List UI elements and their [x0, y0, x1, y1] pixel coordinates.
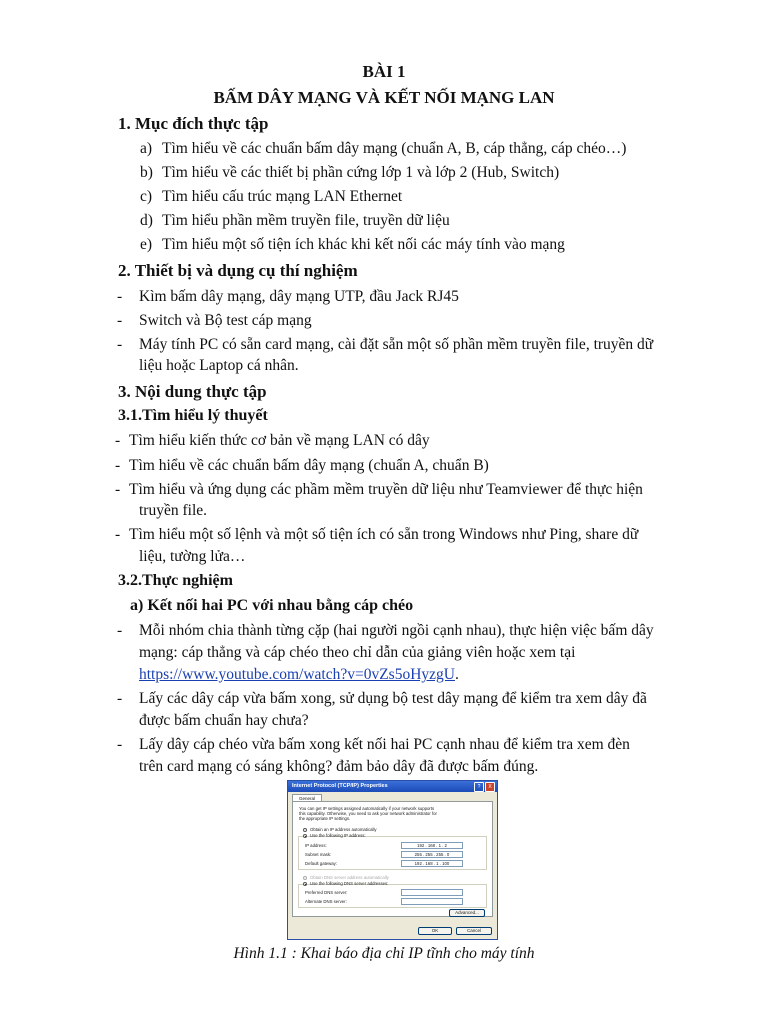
- list-item: Lấy dây cáp chéo vừa bấm xong kết nối hai PC cạnh nhau để kiểm tra xem đèn: [139, 736, 630, 753]
- help-button[interactable]: ?: [474, 782, 484, 792]
- list-item: Kìm bấm dây mạng, dây mạng UTP, đầu Jack RJ45: [139, 288, 459, 305]
- gateway-label: Default gateway:: [305, 861, 338, 866]
- list-item: Tìm hiểu về các thiết bị phần cứng lớp 1 và lớp 2 (Hub, Switch): [162, 164, 560, 181]
- lesson-number: BÀI 1: [362, 62, 406, 81]
- tcpip-properties-dialog: [287, 780, 498, 940]
- list-item-continuation: liệu hoặc Laptop cá nhân.: [139, 357, 299, 374]
- alternate-dns-input[interactable]: [401, 898, 463, 905]
- radio-auto-ip[interactable]: [303, 828, 307, 832]
- mask-label: Subnet mask:: [305, 852, 332, 857]
- intro-text: this capability. Otherwise, you need to ask your network administrator for: [299, 811, 437, 816]
- dialog-title: Internet Protocol (TCP/IP) Properties: [288, 781, 497, 792]
- list-item-continuation: được bấm chuẩn hay chưa?: [139, 712, 309, 729]
- list-marker: b): [140, 164, 153, 181]
- section-1-heading: 1. Mục đích thực tập: [118, 114, 269, 133]
- list-item: Lấy các dây cáp vừa bấm xong, sử dụng bộ test dây mạng để kiểm tra xem dây đã: [139, 690, 647, 707]
- list-marker: a): [140, 140, 153, 157]
- section-3-2-heading: 3.2.Thực nghiệm: [118, 572, 233, 589]
- list-marker: -: [115, 457, 121, 474]
- section-2-heading: 2. Thiết bị và dụng cụ thí nghiệm: [118, 261, 358, 280]
- section-3-heading: 3. Nội dung thực tập: [118, 382, 267, 401]
- list-item: Tìm hiểu về các chuẩn bấm dây mạng (chuẩn A, B, cáp thẳng, cáp chéo…): [162, 140, 627, 157]
- dns2-label: Alternate DNS server:: [305, 899, 347, 904]
- list-marker: e): [140, 236, 153, 253]
- list-marker: -: [117, 690, 123, 707]
- radio-use-dns[interactable]: [303, 882, 307, 886]
- intro-text: You can get IP settings assigned automatically if your network supports: [299, 806, 435, 811]
- list-item: Máy tính PC có sẵn card mạng, cài đặt sẵn một số phần mềm truyền file, truyền dữ: [139, 336, 654, 353]
- close-button[interactable]: X: [485, 782, 495, 792]
- cancel-button[interactable]: Cancel: [456, 927, 492, 935]
- tab-general[interactable]: General: [292, 794, 322, 802]
- figure-caption: Hình 1.1 : Khai báo địa chỉ IP tĩnh cho máy tính: [233, 945, 535, 962]
- list-item: Tìm hiểu phần mềm truyền file, truyền dữ liệu: [162, 212, 450, 229]
- ip-address-input[interactable]: 192 . 168 . 1 . 2: [401, 842, 463, 849]
- list-marker: -: [117, 736, 123, 753]
- list-item-continuation: trên card mạng có sáng không? đảm bảo dây đã được bấm đúng.: [139, 758, 539, 775]
- list-item-continuation: truyền file.: [139, 502, 208, 519]
- part-a-heading: a) Kết nối hai PC với nhau bằng cáp chéo: [130, 597, 414, 614]
- radio-label: Use the following IP address:: [310, 833, 366, 838]
- list-marker: -: [115, 432, 121, 449]
- list-marker: -: [117, 288, 123, 305]
- list-marker: -: [115, 526, 121, 543]
- preferred-dns-input[interactable]: [401, 889, 463, 896]
- list-marker: -: [117, 336, 123, 353]
- list-item: Tìm hiểu một số tiện ích khác khi kết nối các máy tính vào mạng: [162, 236, 565, 253]
- radio-label: Obtain an IP address automatically: [310, 827, 377, 832]
- radio-label: Obtain DNS server address automatically: [310, 875, 389, 880]
- list-item-continuation: liệu, tường lửa…: [139, 548, 246, 565]
- list-marker: c): [140, 188, 153, 205]
- default-gateway-input[interactable]: 192 . 168 . 1 . 100: [401, 860, 463, 867]
- list-item-continuation: mạng: cáp thẳng và cáp chéo theo chỉ dẫn của giảng viên hoặc xem tại: [139, 644, 576, 661]
- list-marker: -: [117, 622, 123, 639]
- radio-use-ip[interactable]: [303, 834, 307, 838]
- list-item: Tìm hiểu về các chuẩn bấm dây mạng (chuẩn A, chuẩn B): [129, 457, 489, 474]
- section-3-1-heading: 3.1.Tìm hiểu lý thuyết: [118, 407, 268, 424]
- radio-auto-dns[interactable]: [303, 876, 307, 880]
- dns1-label: Preferred DNS server:: [305, 890, 348, 895]
- advanced-button[interactable]: Advanced...: [449, 909, 485, 917]
- list-item: Tìm hiểu và ứng dụng các phầm mềm truyền dữ liệu như Teamviewer để thực hiện: [129, 481, 643, 498]
- list-marker: -: [115, 481, 121, 498]
- list-item: Tìm hiểu cấu trúc mạng LAN Ethernet: [162, 188, 403, 205]
- lesson-title: BẤM DÂY MẠNG VÀ KẾT NỐI MẠNG LAN: [213, 88, 555, 107]
- ip-label: IP address:: [305, 843, 327, 848]
- list-item: Switch và Bộ test cáp mạng: [139, 312, 312, 329]
- list-item-link-line: [139, 665, 459, 685]
- list-item: Tìm hiểu một số lệnh và một số tiện ích có sẵn trong Windows như Ping, share dữ: [129, 526, 639, 543]
- list-marker: d): [140, 212, 153, 229]
- radio-label: Use the following DNS server addresses:: [310, 881, 389, 886]
- list-item: Tìm hiểu kiến thức cơ bản về mạng LAN có dây: [129, 432, 430, 449]
- general-panel: [292, 801, 493, 917]
- youtube-link[interactable]: https://www.youtube.com/watch?v=0vZs5oHyzgU: [139, 666, 455, 683]
- ok-button[interactable]: OK: [418, 927, 452, 935]
- list-marker: -: [117, 312, 123, 329]
- intro-text: the appropriate IP settings.: [299, 816, 351, 821]
- list-item: Mỗi nhóm chia thành từng cặp (hai người ngồi cạnh nhau), thực hiện việc bấm dây: [139, 622, 654, 639]
- link-suffix: .: [454, 666, 459, 683]
- subnet-mask-input[interactable]: 255 . 255 . 255 . 0: [401, 851, 463, 858]
